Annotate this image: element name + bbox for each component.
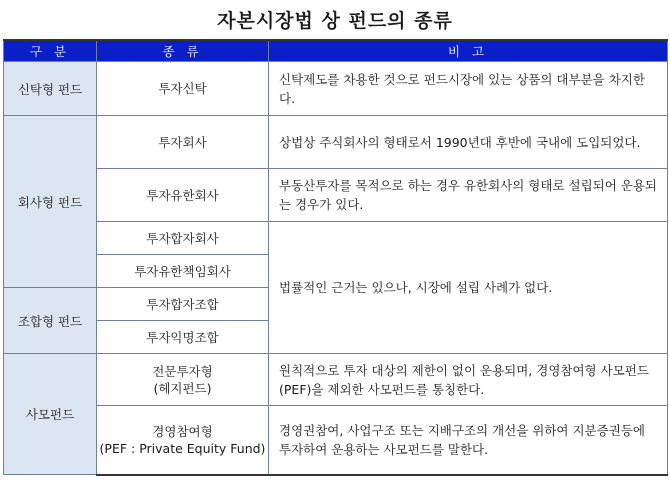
table-row [4,169,668,222]
table-header-row [4,40,668,62]
note-investment-company: 상법상 주식회사의 형태로서 1990년대 후반에 국내에 도입되었다. [269,116,668,169]
table-row [4,354,668,406]
type-investment-llc: 투자유한회사 [97,169,269,222]
type-investment-company: 투자회사 [97,116,269,169]
category-company-fund: 회사형 펀드 [4,116,97,288]
page-title: 자본시장법 상 펀드의 종류 [217,10,453,32]
table-row [4,62,668,116]
note-legal-basis: 법률적인 근거는 있으나, 시장에 설립 사례가 없다. [269,222,668,354]
type-investment-trust: 투자신탁 [97,62,269,116]
type-pef-line1: 경영참여형 [152,423,213,439]
header-category: 구 분 [4,40,97,62]
note-private-equity-fund: 경영권참여, 사업구조 또는 지배구조의 개선을 위하여 지분증권등에 투자하여 운용하는 사모펀드를 말한다. [269,406,668,475]
header-note: 비 고 [269,40,668,62]
note-hedge-fund: 원칙적으로 투자 대상의 제한이 없이 운용되며, 경영참여형 사모펀드(PEF)을 제외한 사모펀드를 통칭한다. [269,354,668,406]
type-investment-limited-liability-company: 투자유한책임회사 [97,255,269,288]
type-investment-silent-partnership: 투자익명조합 [97,321,269,354]
type-pef-line2: (PEF : Private Equity Fund) [99,440,266,456]
type-hedge-fund-line2: (헤지펀드) [153,380,212,396]
type-investment-partnership-company: 투자합자회사 [97,222,269,255]
table-row [4,116,668,169]
note-investment-llc: 부동산투자를 목적으로 하는 경우 유한회사의 형태로 설립되어 운용되는 경우가 있다. [269,169,668,222]
header-type: 종 류 [97,40,269,62]
type-hedge-fund [97,354,269,406]
type-private-equity-fund [97,406,269,475]
type-investment-limited-partnership: 투자합자조합 [97,288,269,321]
table-row [4,406,668,475]
note-investment-trust: 신탁제도를 차용한 것으로 펀드시장에 있는 상품의 대부분을 차지한다. [269,62,668,116]
fund-types-table [3,39,668,476]
type-hedge-fund-line1: 전문투자형 [152,363,213,379]
category-partnership-fund: 조합형 펀드 [4,288,97,354]
category-trust-fund: 신탁형 펀드 [4,62,97,116]
category-private-fund: 사모펀드 [4,354,97,475]
table-row [4,222,668,255]
